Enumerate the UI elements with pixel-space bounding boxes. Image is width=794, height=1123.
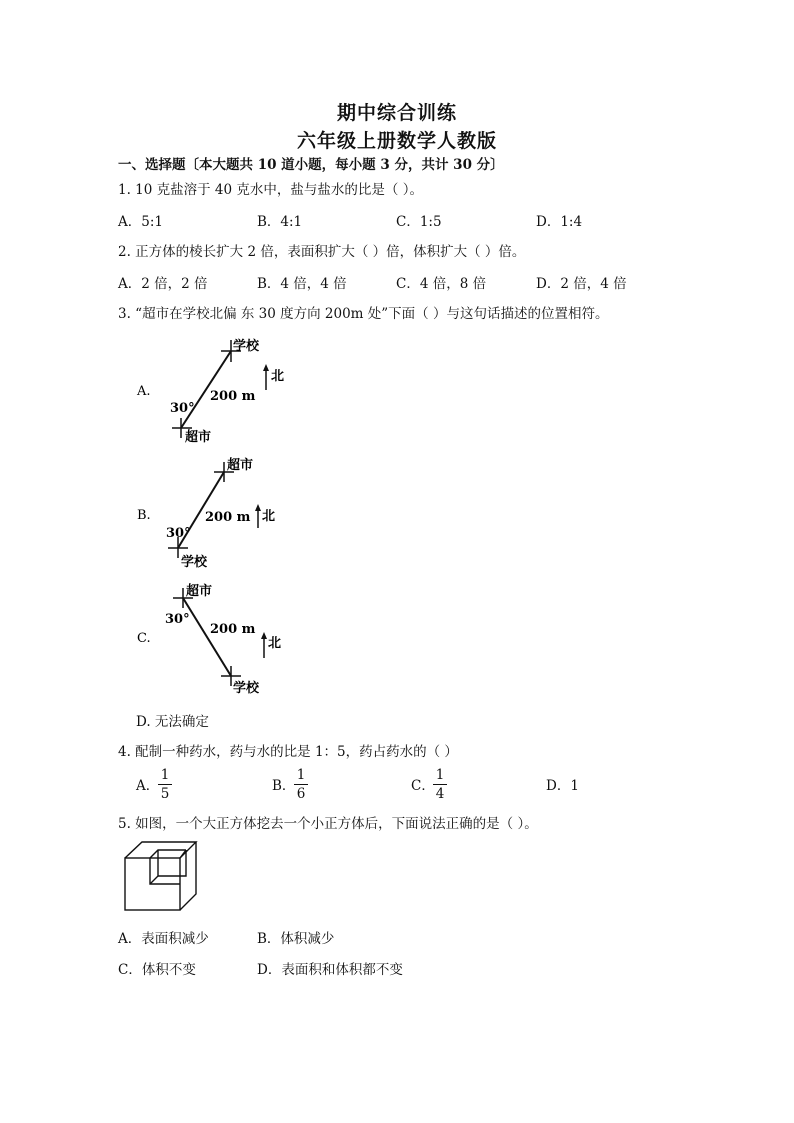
q3-c-distance: 200 m xyxy=(210,622,256,637)
q3-a-angle: 30° xyxy=(170,401,195,416)
q3-diagram-c xyxy=(130,578,300,700)
q5-option-b: B．体积减少 xyxy=(257,931,335,947)
q3-diagram-a xyxy=(130,330,300,450)
section-heading: 一、选择题〔本大题共 10 道小题，每小题 3 分，共计 30 分〕 xyxy=(118,157,504,173)
q3-b-angle: 30° xyxy=(166,526,191,541)
q3-c-angle: 30° xyxy=(165,612,190,627)
q1-option-c: C．1:5 xyxy=(396,214,442,230)
q4-option-d: D．1 xyxy=(546,778,579,794)
q1-option-d: D．1:4 xyxy=(536,214,583,230)
q4-option-b-prefix: B． xyxy=(272,778,296,794)
q4-b-denominator: 6 xyxy=(296,786,306,802)
q4-b-numerator: 1 xyxy=(296,767,306,783)
q2-option-d: D．2 倍，4 倍 xyxy=(536,276,627,292)
question-3: 3. “超市在学校北偏 东 30 度方向 200m 处”下面（ ）与这句话描述的位置相符。 xyxy=(118,306,609,322)
q3-a-north-label: 北 xyxy=(271,369,285,384)
q2-option-c: C．4 倍，8 倍 xyxy=(396,276,487,292)
page-subtitle: 六年级上册数学人教版 xyxy=(296,130,497,152)
q4-a-numerator: 1 xyxy=(160,767,170,783)
q4-c-numerator: 1 xyxy=(435,767,445,783)
q3-b-top-label: 超市 xyxy=(227,458,254,473)
page-title: 期中综合训练 xyxy=(336,102,457,124)
q4-a-denominator: 5 xyxy=(160,786,170,802)
q4-option-c-prefix: C． xyxy=(411,778,435,794)
q4-option-a-prefix: A． xyxy=(136,778,160,794)
q1-option-a: A．5:1 xyxy=(118,214,163,230)
q3-diagram-b xyxy=(130,452,300,577)
question-4: 4. 配制一种药水，药与水的比是 1：5，药占药水的（ ） xyxy=(118,744,458,760)
q4-c-denominator: 4 xyxy=(435,786,445,802)
q3-b-distance: 200 m xyxy=(205,510,251,525)
q3-c-letter: C. xyxy=(137,631,151,646)
q3-c-top-label: 超市 xyxy=(186,584,213,599)
q3-b-letter: B. xyxy=(137,508,151,523)
q3-b-north-label: 北 xyxy=(262,509,276,524)
q5-option-a: A．表面积减少 xyxy=(118,931,209,947)
q4-option-a-fraction xyxy=(158,766,172,803)
q2-option-a: A．2 倍，2 倍 xyxy=(118,276,208,292)
question-5: 5. 如图，一个大正方体挖去一个小正方体后，下面说法正确的是（ ）。 xyxy=(118,816,538,832)
q3-c-path-line xyxy=(183,598,231,676)
q3-a-bottom-label: 超市 xyxy=(185,430,212,445)
q1-option-b: B．4:1 xyxy=(257,214,303,230)
q3-c-north-label: 北 xyxy=(268,636,282,651)
question-2: 2. 正方体的棱长扩大 2 倍，表面积扩大（ ）倍，体积扩大（ ）倍。 xyxy=(118,244,526,260)
q3-a-top-label: 学校 xyxy=(233,339,260,354)
q2-option-b: B．4 倍，4 倍 xyxy=(257,276,347,292)
q4-option-c-fraction xyxy=(433,766,447,803)
q3-c-bottom-label: 学校 xyxy=(233,681,260,696)
q3-a-letter: A. xyxy=(137,384,151,399)
q5-option-d: D．表面积和体积都不变 xyxy=(257,962,403,978)
q4-option-b-fraction xyxy=(294,766,308,803)
question-1: 1. 10 克盐溶于 40 克水中，盐与盐水的比是（ ）。 xyxy=(118,182,423,198)
q5-option-c: C．体积不变 xyxy=(118,962,196,978)
q3-option-d: D. 无法确定 xyxy=(136,714,209,730)
q3-b-bottom-label: 学校 xyxy=(181,555,208,570)
cube-figure xyxy=(120,838,202,914)
q3-a-distance: 200 m xyxy=(210,389,256,404)
